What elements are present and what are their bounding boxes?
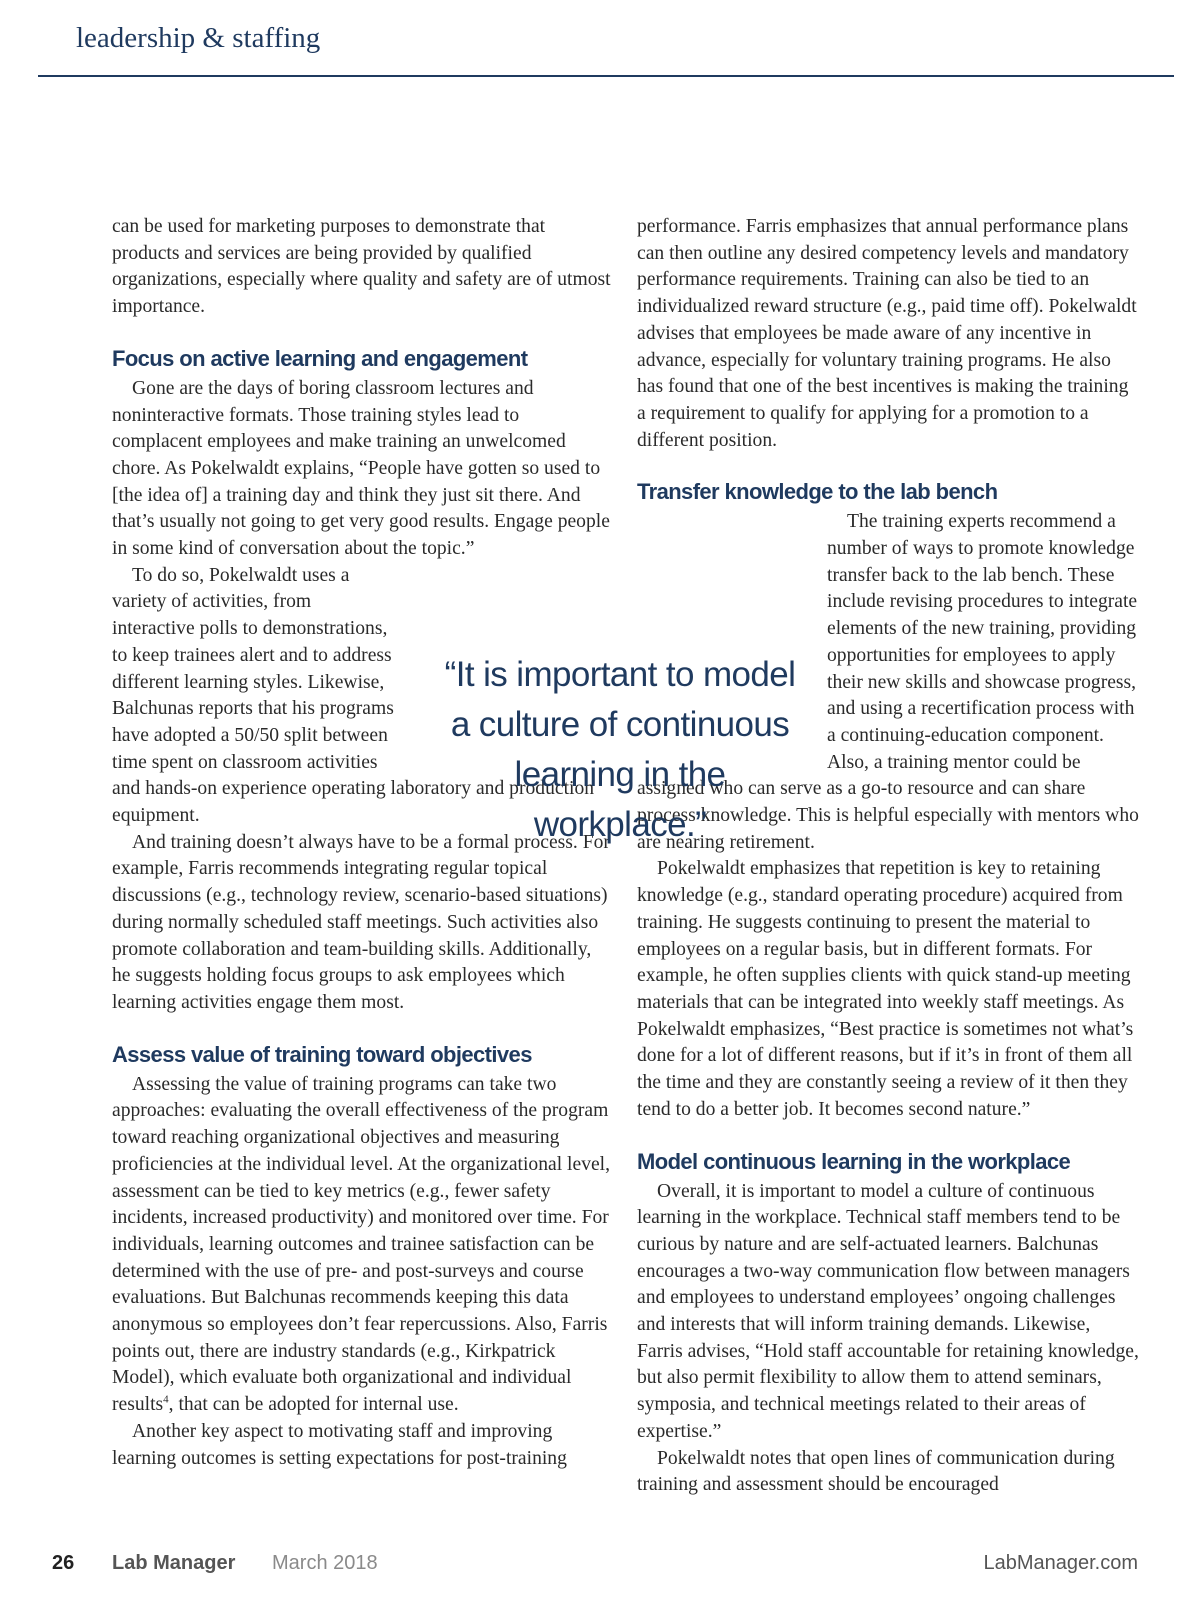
section-heading: Focus on active learning and engagement xyxy=(112,345,528,371)
paragraph: The training experts recommend a number of ways to promote knowledge transfer back to the lab bench. These include revising procedures to integrate elements of the new training, providing opportunities for employees to apply their new skills and showcase progress, and using a recertification process with a continuing-education component. Also, a training mentor could be assigned who can serve as a go-to resource and can share process knowledge. This is helpful especially with mentors who are nearing retirement. xyxy=(637,511,1139,853)
paragraph: Another key aspect to motivating staff and improving learning outcomes is setting expectations for post-training xyxy=(112,1420,567,1469)
paragraph: Gone are the days of boring classroom lectures and noninteractive formats. Those training styles lead to complacent employees and make training an unwelcomed chore. As Pokelwaldt explains, “People have gotten so used to [the idea of] a training day and think they just sit there. And that’s usually not going to get very good results. Engage people in some kind of conversation about the topic.” xyxy=(112,377,610,560)
paragraph: Overall, it is important to model a culture of continuous learning in the workplace. Technical staff members tend to be curious by nature and are self-actuated learners. Balchunas encourages a two-way communication flow between managers and employees to understand employees’ ongoing challenges and interests that will inform training demands. Likewise, Farris advises, “Hold staff accountable for retaining knowledge, but also permit flexibility to allow them to attend seminars, symposia, and technical meetings related to their areas of expertise.” xyxy=(637,1180,1139,1442)
section-heading: Model continuous learning in the workplace xyxy=(637,1148,1071,1174)
magazine-name: Lab Manager xyxy=(112,1552,236,1574)
paragraph: To do so, Pokelwaldt uses a variety of activities, from interactive polls to demonstrations, to keep trainees alert and to address different learning styles. Likewise, Balchunas reports that his programs have adopted a 50/50 split between time spent on classroom activities and hands-on experience operating laboratory and production equipment. xyxy=(112,564,595,827)
right-column xyxy=(637,214,1140,1499)
section-heading: Transfer knowledge to the lab bench xyxy=(637,479,998,505)
paragraph: And training doesn’t always have to be a formal process. For example, Farris recommends integrating regular topical discussions (e.g., technology review, scenario-based situations) during normally scheduled staff meetings. Such activities also promote collaboration and team-building skills. Additionally, he suggests holding focus groups to ask employees which learning activities engage them most. xyxy=(112,831,610,1013)
section-label: leadership & staffing xyxy=(76,22,321,54)
paragraph: Pokelwaldt notes that open lines of communication during training and assessment should be encouraged xyxy=(637,1447,1115,1496)
page-number: 26 xyxy=(52,1552,75,1574)
section-heading: Assess value of training toward objectives xyxy=(112,1041,532,1067)
paragraph: performance. Farris emphasizes that annual performance plans can then outline any desired competency levels and mandatory performance requirements. Training can also be tied to an individualized reward structure (e.g., paid time off). Pokelwaldt advises that employees be made aware of any incentive in advance, especially for voluntary training programs. He also has found that one of the best incentives is making the training a requirement to qualify for applying for a promotion to a different position. xyxy=(637,216,1137,451)
footnote-ref: 4 xyxy=(163,1393,169,1406)
paragraph: can be used for marketing purposes to demonstrate that products and services are being provided by qualified organizations, especially where quality and safety are of utmost importance. xyxy=(112,216,611,318)
pull-quote: “It is important to model a culture of continuous learning in the workplace.” xyxy=(444,655,796,844)
issue-date: March 2018 xyxy=(272,1552,378,1574)
website-link[interactable]: LabManager.com xyxy=(983,1552,1138,1574)
header-rule xyxy=(38,75,1174,77)
page-footer xyxy=(0,1552,1200,1582)
paragraph: Assessing the value of training programs can take two approaches: evaluating the overall effectiveness of the program toward reaching organizational objectives and measuring proficiencies at the individual level. At the organizational level, assessment can be tied to key metrics (e.g., fewer safety incidents, increased productivity) and monitored over time. For individuals, learning outcomes and trainee satisfaction can be determined with the use of pre- and post-surveys and course evaluations. But Balchunas recommends keeping this data anonymous so employees don’t fear repercussions. Also, Farris points out, there are industry standards (e.g., Kirkpatrick Model), which evaluate both organizational and individual results$^4$, that can be adopted for internal use. xyxy=(112,1073,611,1416)
paragraph: Pokelwaldt emphasizes that repetition is key to retaining knowledge (e.g., standard operating procedure) acquired from training. He suggests continuing to present the material to employees on a regular basis, but in different formats. For example, he often supplies clients with quick stand-up meeting materials that can be integrated into weekly staff meetings. As Pokelwaldt emphasizes, “Best practice is sometimes not what’s done for a lot of different reasons, but if it’s in front of them all the time and they are constantly seeing a review of it then they tend to do a better job. It becomes second nature.” xyxy=(637,858,1134,1120)
